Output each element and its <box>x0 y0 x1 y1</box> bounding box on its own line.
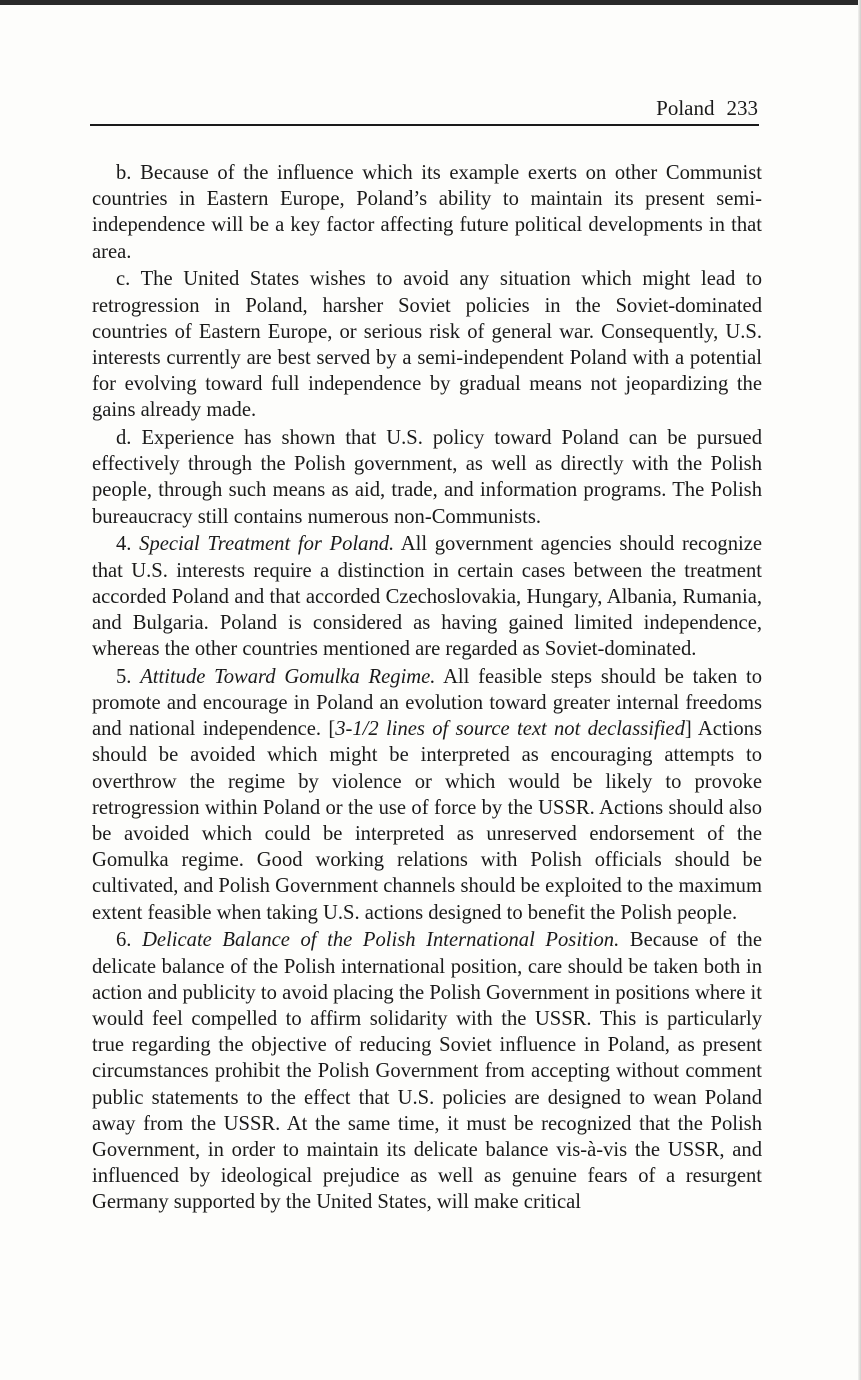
paragraph-text: Because of the influence which its example exerts on other Communist countries in Eastern Europe, Poland’s ability to maintain its present semi-independence will be a key factor affecting future political developments in that area. <box>92 162 762 263</box>
paragraph-6 <box>92 927 762 1215</box>
paragraph-text: Because of the delicate balance of the Polish international position, care should be taken both in action and publicity to avoid placing the Polish Government in positions where it would feel compelled to affirm solidarity with the USSR. This is particularly true regarding the objective of reducing Soviet influence in Poland, as present circumstances prohibit the Polish Government from accepting without comment public statements to the effect that U.S. policies are designed to wean Poland away from the USSR. At the same time, it must be recognized that the Polish Government, in order to maintain its delicate balance vis-à-vis the USSR, and influenced by ideological prejudice as well as genuine fears of a resurgent Germany supported by the United States, will make critical <box>92 929 762 1214</box>
paragraph-marker: 5. <box>116 665 132 688</box>
paragraph-d <box>92 425 762 530</box>
paragraph-heading: Attitude Toward Gomulka Regime. <box>140 665 436 688</box>
running-head <box>90 93 758 123</box>
body-text <box>92 160 762 1216</box>
paragraph-marker: 4. <box>116 533 132 556</box>
paragraph-marker: 6. <box>116 929 132 952</box>
header-rule <box>90 124 759 126</box>
paragraph-marker: d. <box>116 427 132 450</box>
paragraph-text: All government agencies should recognize that U.S. interests require a distinction in certain cases between the treatment accorded Poland and that accorded Czechoslovakia, Hungary, Albania, Rumania, and Bulgaria. Poland is considered as having gained limited independence, whereas the other countries mentioned are regarded as Soviet-dominated. <box>92 533 762 661</box>
paragraph-text: Actions should be avoided which might be interpreted as encouraging attempts to overthrow the regime by violence or which would be likely to provoke retrogression within Poland or the use of force by the USSR. Actions should also be avoided which could be interpreted as unreserved endorsement of the Gomulka regime. Good working relations with Polish officials should be cultivated, and Polish Government channels should be exploited to the maximum extent feasible when taking U.S. actions designed to benefit the Polish people. <box>92 718 762 924</box>
page-number: 233 <box>726 96 758 120</box>
paragraph-c <box>92 266 762 423</box>
paragraph-b <box>92 160 762 265</box>
paragraph-heading: Special Treatment for Poland. <box>139 533 395 556</box>
declassification-note-text: 3-1/2 lines of source text not declassified <box>335 718 685 741</box>
page-top-edge <box>0 0 861 5</box>
paragraph-4 <box>92 531 762 662</box>
declassification-note: [3-1/2 lines of source text not declassified] <box>328 718 692 741</box>
paragraph-5 <box>92 664 762 926</box>
paragraph-marker: c. <box>116 268 131 291</box>
paragraph-text: The United States wishes to avoid any situation which might lead to retrogression in Poland, harsher Soviet policies in the Soviet-dominated countries of Eastern Europe, or serious risk of general war. Consequently, U.S. interests currently are best served by a semi-independent Poland with a potential for evolving toward full independence by gradual means not jeopardizing the gains already made. <box>92 268 762 422</box>
paragraph-marker: b. <box>116 162 132 184</box>
running-head-title: Poland <box>656 96 715 120</box>
paragraph-text: Experience has shown that U.S. policy toward Poland can be pursued effectively through the Polish government, as well as directly with the Polish people, through such means as aid, trade, and information programs. The Polish bureaucracy still contains numerous non-Communists. <box>92 427 762 528</box>
paragraph-heading: Delicate Balance of the Polish International Position. <box>142 929 620 952</box>
paragraph-text-before-note: All feasible steps should be taken to promote and encourage in Poland an evolution toward greater internal freedoms and national independence. <box>92 665 763 741</box>
